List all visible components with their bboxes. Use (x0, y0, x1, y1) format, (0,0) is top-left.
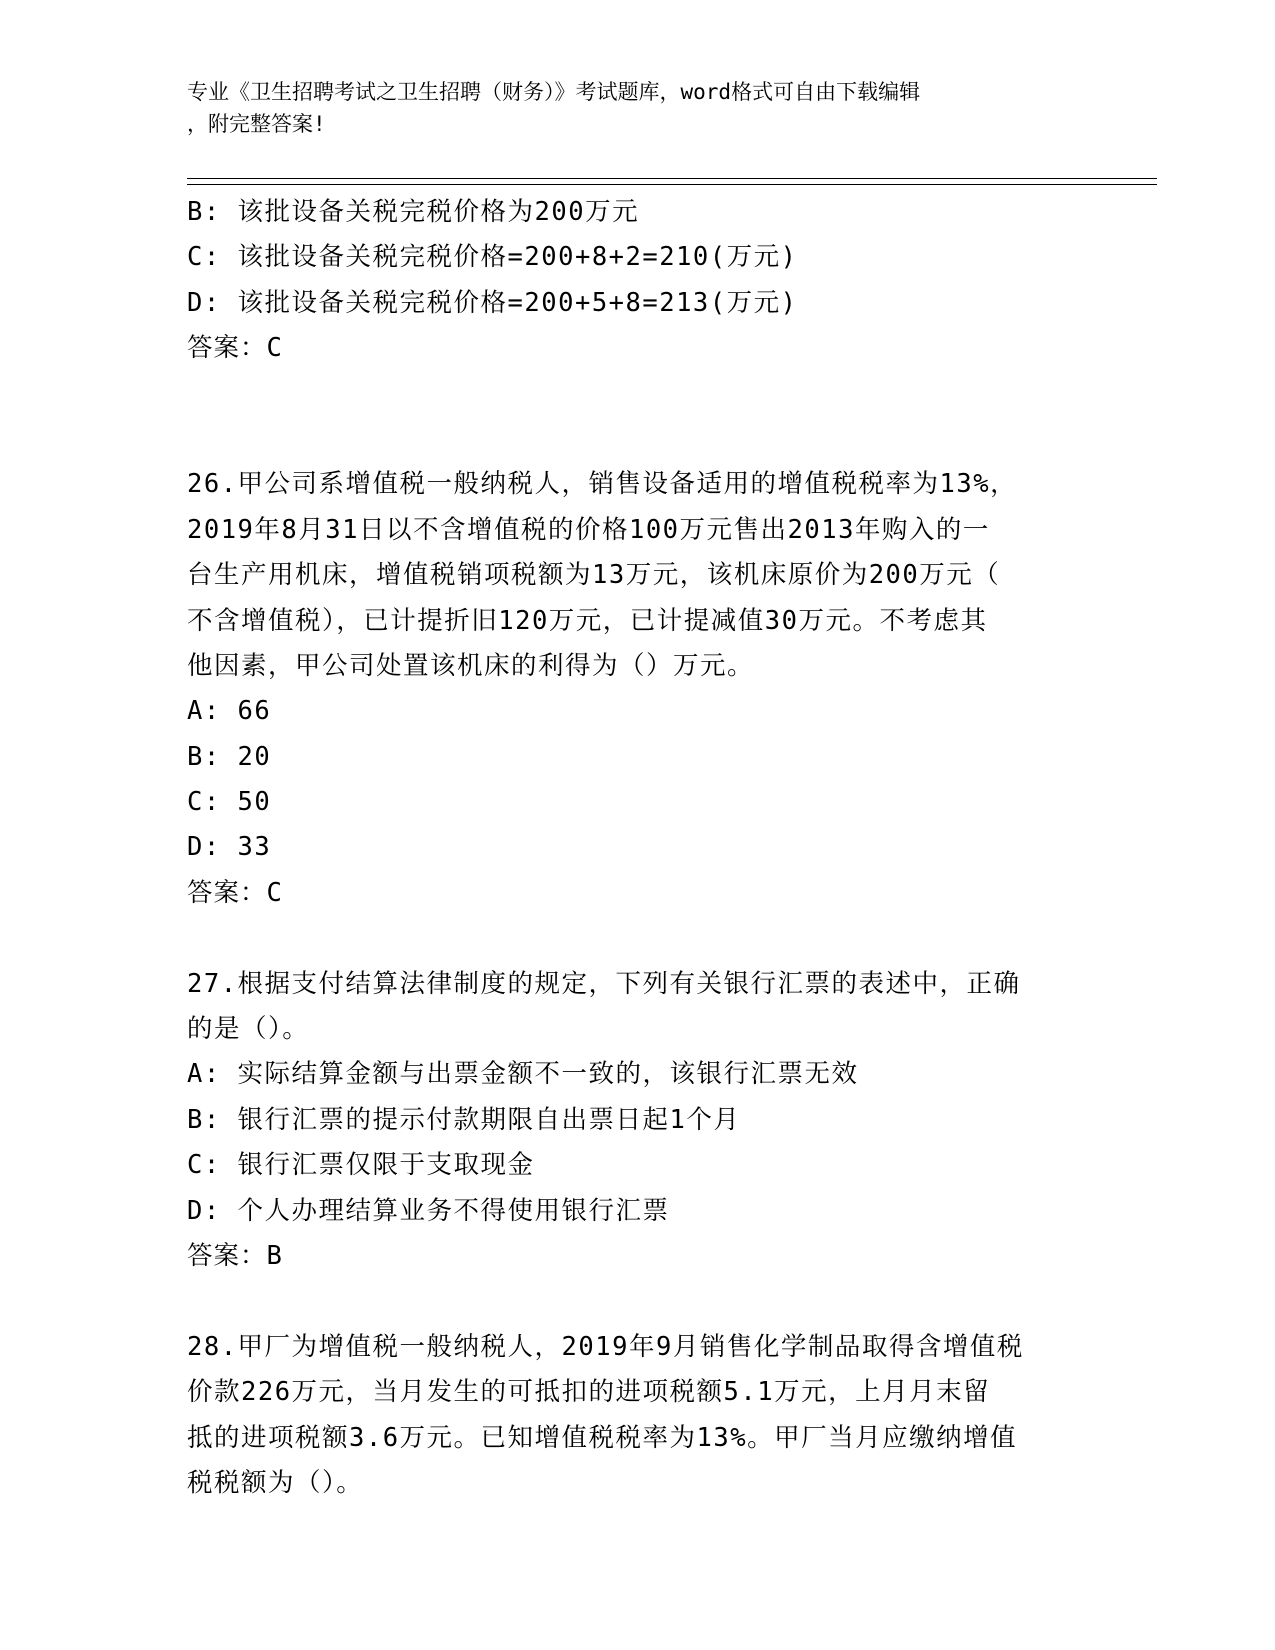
question-27 (187, 962, 1187, 1280)
header-line-1: 专业《卫生招聘考试之卫生招聘（财务）》考试题库，word格式可自由下载编辑 (187, 80, 921, 104)
header-line-2: ，附完整答案! (187, 112, 326, 136)
q26-stem-line: 2019年8月31日以不含增值税的价格100万元售出2013年购入的一 (187, 514, 990, 545)
q26-answer: 答案：C (187, 877, 283, 908)
q28-stem-line: 价款226万元，当月发生的可抵扣的进项税额5.1万元，上月月末留 (187, 1377, 991, 1408)
q27-option-a: A: 实际结算金额与出票金额不一致的，该银行汇票无效 (187, 1059, 859, 1090)
q26-option-c: C: 50 (187, 787, 272, 818)
q26-option-d: D: 33 (187, 832, 272, 863)
q25-option-c: C: 该批设备关税完税价格=200+8+2=210(万元) (187, 242, 798, 273)
spacer (187, 372, 1187, 417)
q27-option-b: B: 银行汇票的提示付款期限自出票日起1个月 (187, 1104, 741, 1135)
q26-option-a: A: 66 (187, 696, 272, 727)
q26-stem-line: 他因素，甲公司处置该机床的利得为（）万元。 (187, 650, 755, 681)
question-26 (187, 462, 1187, 916)
question-25-continuation (187, 190, 1187, 372)
q26-stem-line: 不含增值税），已计提折旧120万元，已计提减值30万元。不考虑其 (187, 605, 988, 636)
q27-option-d: D: 个人办理结算业务不得使用银行汇票 (187, 1195, 670, 1226)
q26-stem-line: 26.甲公司系增值税一般纳税人，销售设备适用的增值税税率为13%， (187, 469, 1018, 500)
q27-answer: 答案：B (187, 1240, 283, 1271)
q27-stem-line: 27.根据支付结算法律制度的规定，下列有关银行汇票的表述中，正确 (187, 968, 1021, 999)
q26-stem-line: 台生产用机床，增值税销项税额为13万元，该机床原价为200万元（ (187, 560, 1001, 591)
document-body (187, 190, 1187, 1506)
q26-option-b: B: 20 (187, 741, 272, 772)
spacer (187, 1279, 1187, 1324)
q28-stem-line: 税税额为（）。 (187, 1467, 364, 1498)
spacer (187, 417, 1187, 462)
header-divider-bottom (187, 184, 1157, 185)
q25-option-b: B: 该批设备关税完税价格为200万元 (187, 197, 640, 227)
spacer (187, 916, 1187, 961)
question-28 (187, 1325, 1187, 1507)
q28-stem-line: 抵的进项税额3.6万元。已知增值税税率为13%。甲厂当月应缴纳增值 (187, 1422, 1018, 1453)
header-divider-top (187, 178, 1157, 179)
q28-stem-line: 28.甲厂为增值税一般纳税人，2019年9月销售化学制品取得含增值税 (187, 1331, 1024, 1362)
q27-stem-line: 的是（）。 (187, 1014, 310, 1045)
document-header (187, 76, 1087, 140)
q25-option-d: D: 该批设备关税完税价格=200+5+8=213(万元) (187, 287, 798, 318)
q25-answer: 答案：C (187, 333, 283, 364)
q27-option-c: C: 银行汇票仅限于支取现金 (187, 1150, 535, 1181)
